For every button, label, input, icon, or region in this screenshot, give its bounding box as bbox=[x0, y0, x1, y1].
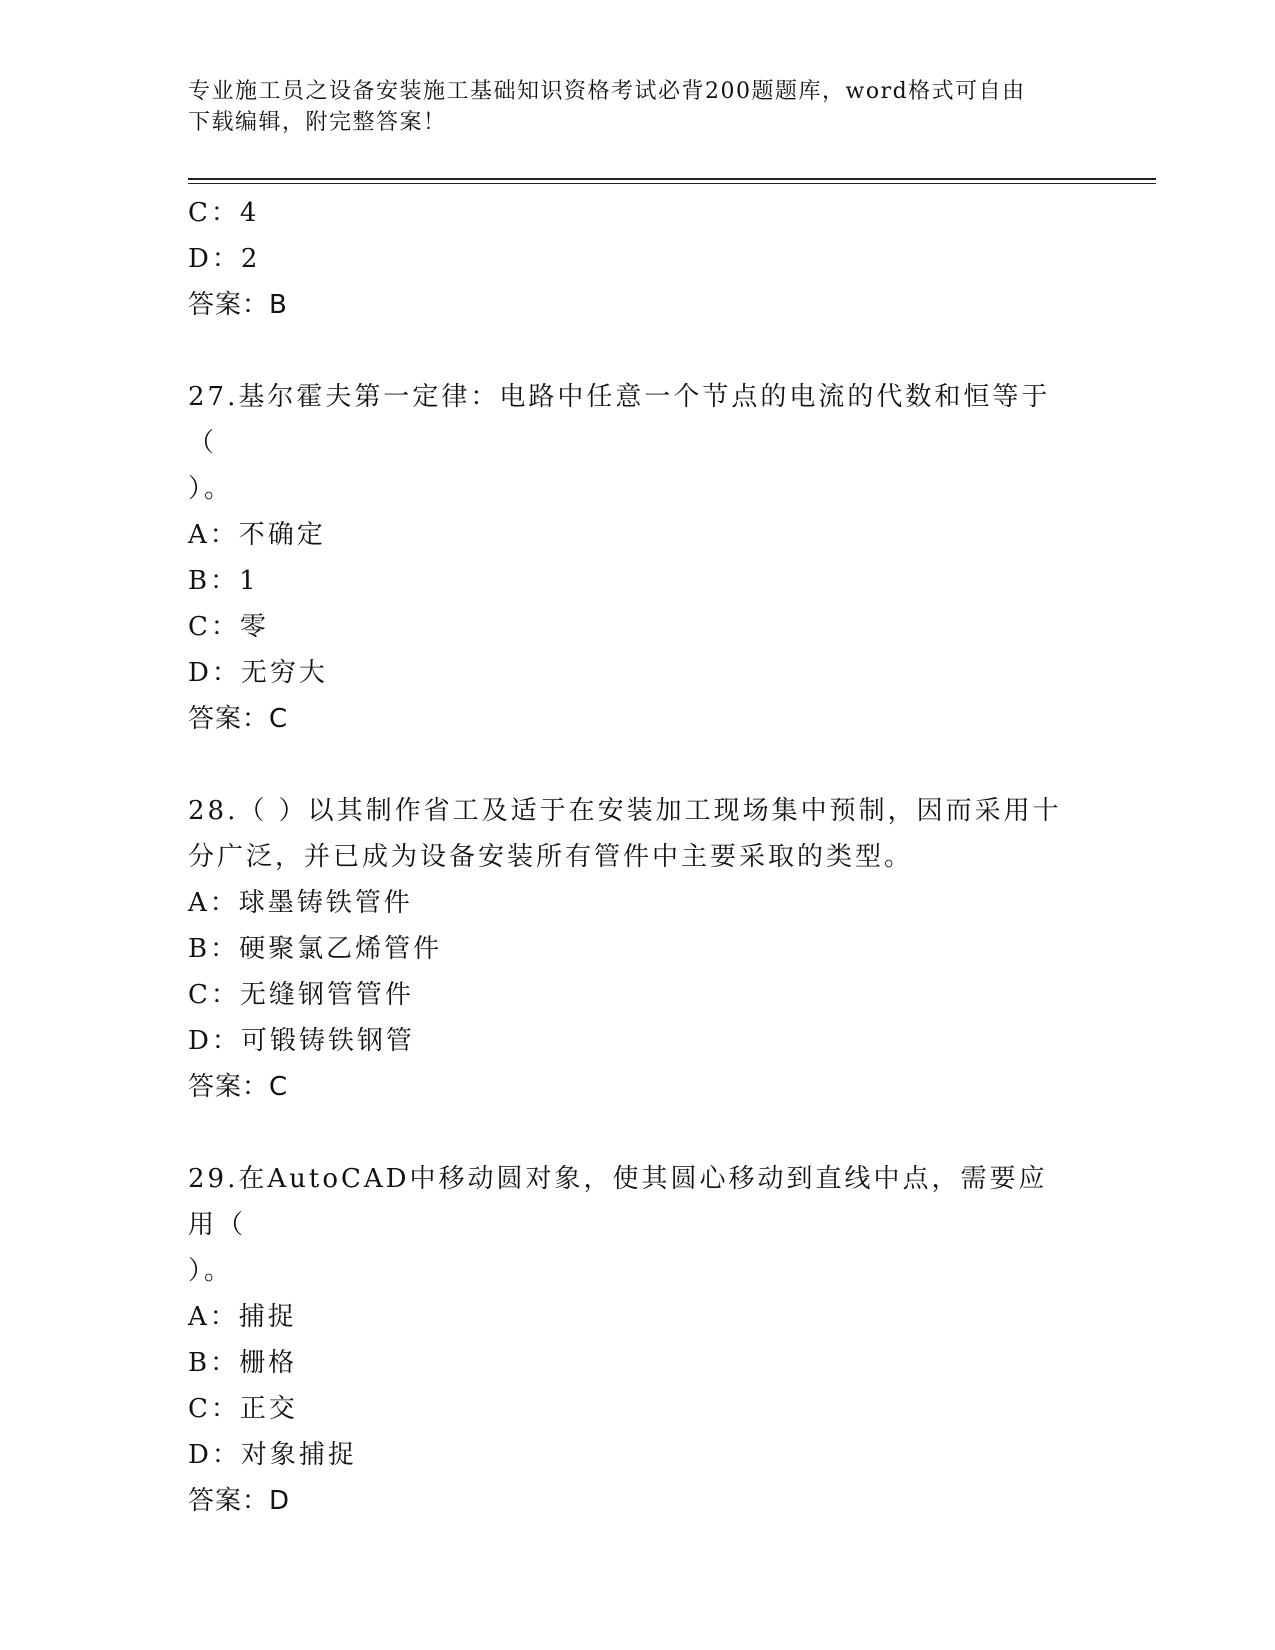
question-fragment bbox=[188, 190, 1078, 328]
question-text: 28.（ ）以其制作省工及适于在安装加工现场集中预制，因而采用十 bbox=[188, 796, 1062, 826]
question-text-continued: ）。 bbox=[188, 474, 234, 504]
question-text: 29.在AutoCAD中移动圆对象，使其圆心移动到直线中点，需要应用（ bbox=[188, 1164, 1048, 1240]
option-c: C：无缝钢管管件 bbox=[188, 980, 414, 1010]
option-c: C：4 bbox=[188, 198, 260, 228]
question-text: 27.基尔霍夫第一定律：电路中任意一个节点的电流的代数和恒等于（ bbox=[188, 382, 1051, 458]
question-spacer bbox=[188, 742, 1078, 788]
question-text-continued: 分广泛，并已成为设备安装所有管件中主要采取的类型。 bbox=[188, 842, 914, 872]
option-d: D：无穷大 bbox=[188, 658, 328, 688]
option-a: A：捕捉 bbox=[188, 1302, 297, 1332]
question-content bbox=[188, 190, 1078, 1524]
question-text-continued: ）。 bbox=[188, 1256, 234, 1286]
option-b: B：1 bbox=[188, 566, 259, 596]
answer-line: 答案：C bbox=[188, 1072, 289, 1102]
answer-line: 答案：B bbox=[188, 290, 288, 320]
option-b: B：栅格 bbox=[188, 1348, 298, 1378]
option-a: A：不确定 bbox=[188, 520, 326, 550]
document-header bbox=[188, 76, 1068, 138]
option-b: B：硬聚氯乙烯管件 bbox=[188, 934, 443, 964]
option-d: D：对象捕捉 bbox=[188, 1440, 357, 1470]
question-27 bbox=[188, 374, 1068, 742]
question-spacer bbox=[188, 328, 1078, 374]
question-28 bbox=[188, 788, 1068, 1110]
option-d: D：2 bbox=[188, 244, 261, 274]
header-line-1: 专业施工员之设备安装施工基础知识资格考试必背200题题库，word格式可自由 bbox=[188, 79, 1026, 104]
option-c: C：零 bbox=[188, 612, 269, 642]
question-spacer bbox=[188, 1110, 1078, 1156]
option-c: C：正交 bbox=[188, 1394, 298, 1424]
answer-line: 答案：D bbox=[188, 1486, 291, 1516]
option-d: D：可锻铸铁钢管 bbox=[188, 1026, 415, 1056]
option-a: A：球墨铸铁管件 bbox=[188, 888, 413, 918]
header-divider bbox=[188, 178, 1156, 180]
header-line-2: 下载编辑，附完整答案！ bbox=[188, 110, 447, 135]
header-divider-thin bbox=[188, 183, 1156, 184]
question-29 bbox=[188, 1156, 1068, 1524]
answer-line: 答案：C bbox=[188, 704, 289, 734]
